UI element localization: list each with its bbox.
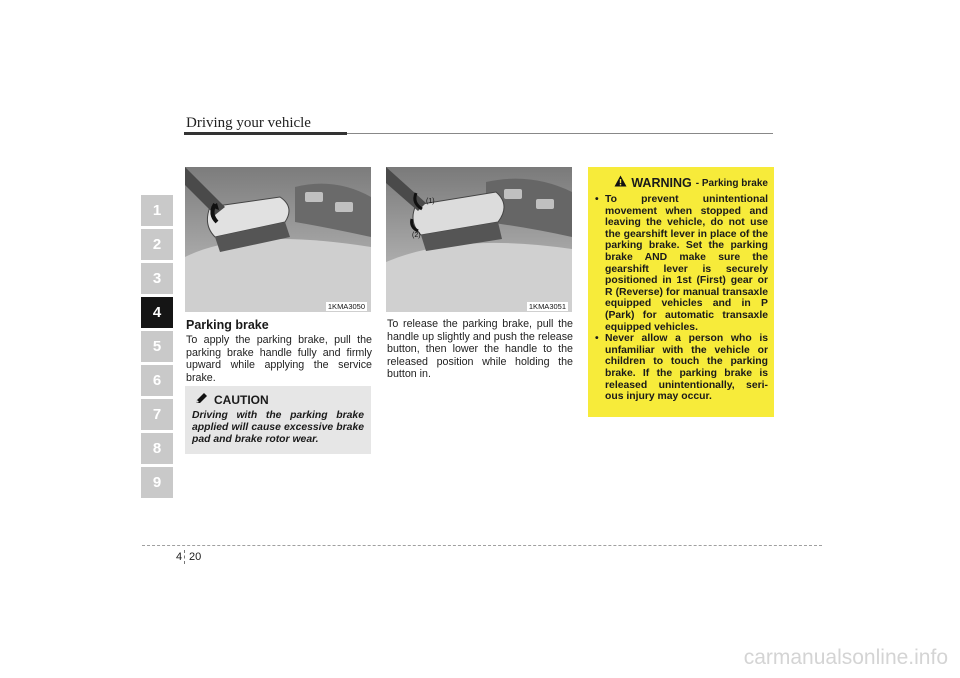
chapter-tab-9[interactable]: 9 [141,467,173,498]
chapter-index [141,195,173,501]
warning-title: WARNING [631,176,692,190]
bullet: • [595,333,599,345]
parking-brake-release-illustration [386,167,572,312]
warning-subtitle: - Parking brake [695,177,768,189]
warning-triangle-icon [614,174,627,192]
chapter-tab-8[interactable]: 8 [141,433,173,464]
caution-text: Driving with the parking brake applied will cause excessive brake pad and brake rotor wear. [192,410,364,445]
callout-2: (2) [412,232,421,239]
figure-code: 1KMA3050 [327,302,365,311]
warning-item [595,194,768,333]
chapter-tab-3[interactable]: 3 [141,263,173,294]
warning-item-text: To prevent unintentional movement when stopped and leaving the vehicle, do not use the gearshift lever in place of the parking brake. Set the parking brake AND make sure the gearshift lever is securely positioned in 1st (First) gear or R (Reverse) for manual transaxle equipped vehicles and in P (Park) for automatic transaxle equipped vehicles. [605,194,768,333]
bullet: • [595,194,599,205]
callout-1: (1) [426,198,435,205]
chapter-tab-1[interactable]: 1 [141,195,173,226]
footer-page-number: 20 [189,551,202,563]
warning-box [588,167,774,417]
page-header-title: Driving your vehicle [186,115,311,131]
parking-brake-photo-release [386,167,572,312]
chapter-tab-5[interactable]: 5 [141,331,173,362]
chapter-tab-4[interactable]: 4 [141,297,173,328]
warning-header [595,174,768,192]
footer-rule [142,545,822,546]
footer-chapter-number: 4 [176,551,183,563]
header-rule-thick [184,132,347,135]
watermark: carmanualsonline.info [743,646,948,669]
caution-header [195,392,364,407]
chapter-tab-6[interactable]: 6 [141,365,173,396]
parking-brake-photo-apply [185,167,371,312]
parking-brake-lever-illustration [185,167,371,312]
chapter-tab-7[interactable]: 7 [141,399,173,430]
figure-code: 1KMA3051 [528,302,566,311]
footer-separator [184,550,185,564]
warning-item-text: Never allow a person who is unfamiliar with the vehicle or children to touch the parking brake. If the parking brake is released unintentionally, seri-ous injury may occur. [605,333,768,403]
chapter-tab-2[interactable]: 2 [141,229,173,260]
warning-item [595,333,768,403]
section-heading: Parking brake [186,318,269,332]
caution-box [185,386,371,454]
header-rule-thin [347,133,773,134]
apply-instructions: To apply the parking brake, pull the parking brake handle fully and firmly upward while applying the service brake. [186,334,372,384]
caution-title: CAUTION [214,392,269,407]
release-instructions: To release the parking brake, pull the handle up slightly and push the release button, then lower the handle to the released position while holding the button in. [387,318,573,381]
caution-pencil-icon [195,392,209,407]
